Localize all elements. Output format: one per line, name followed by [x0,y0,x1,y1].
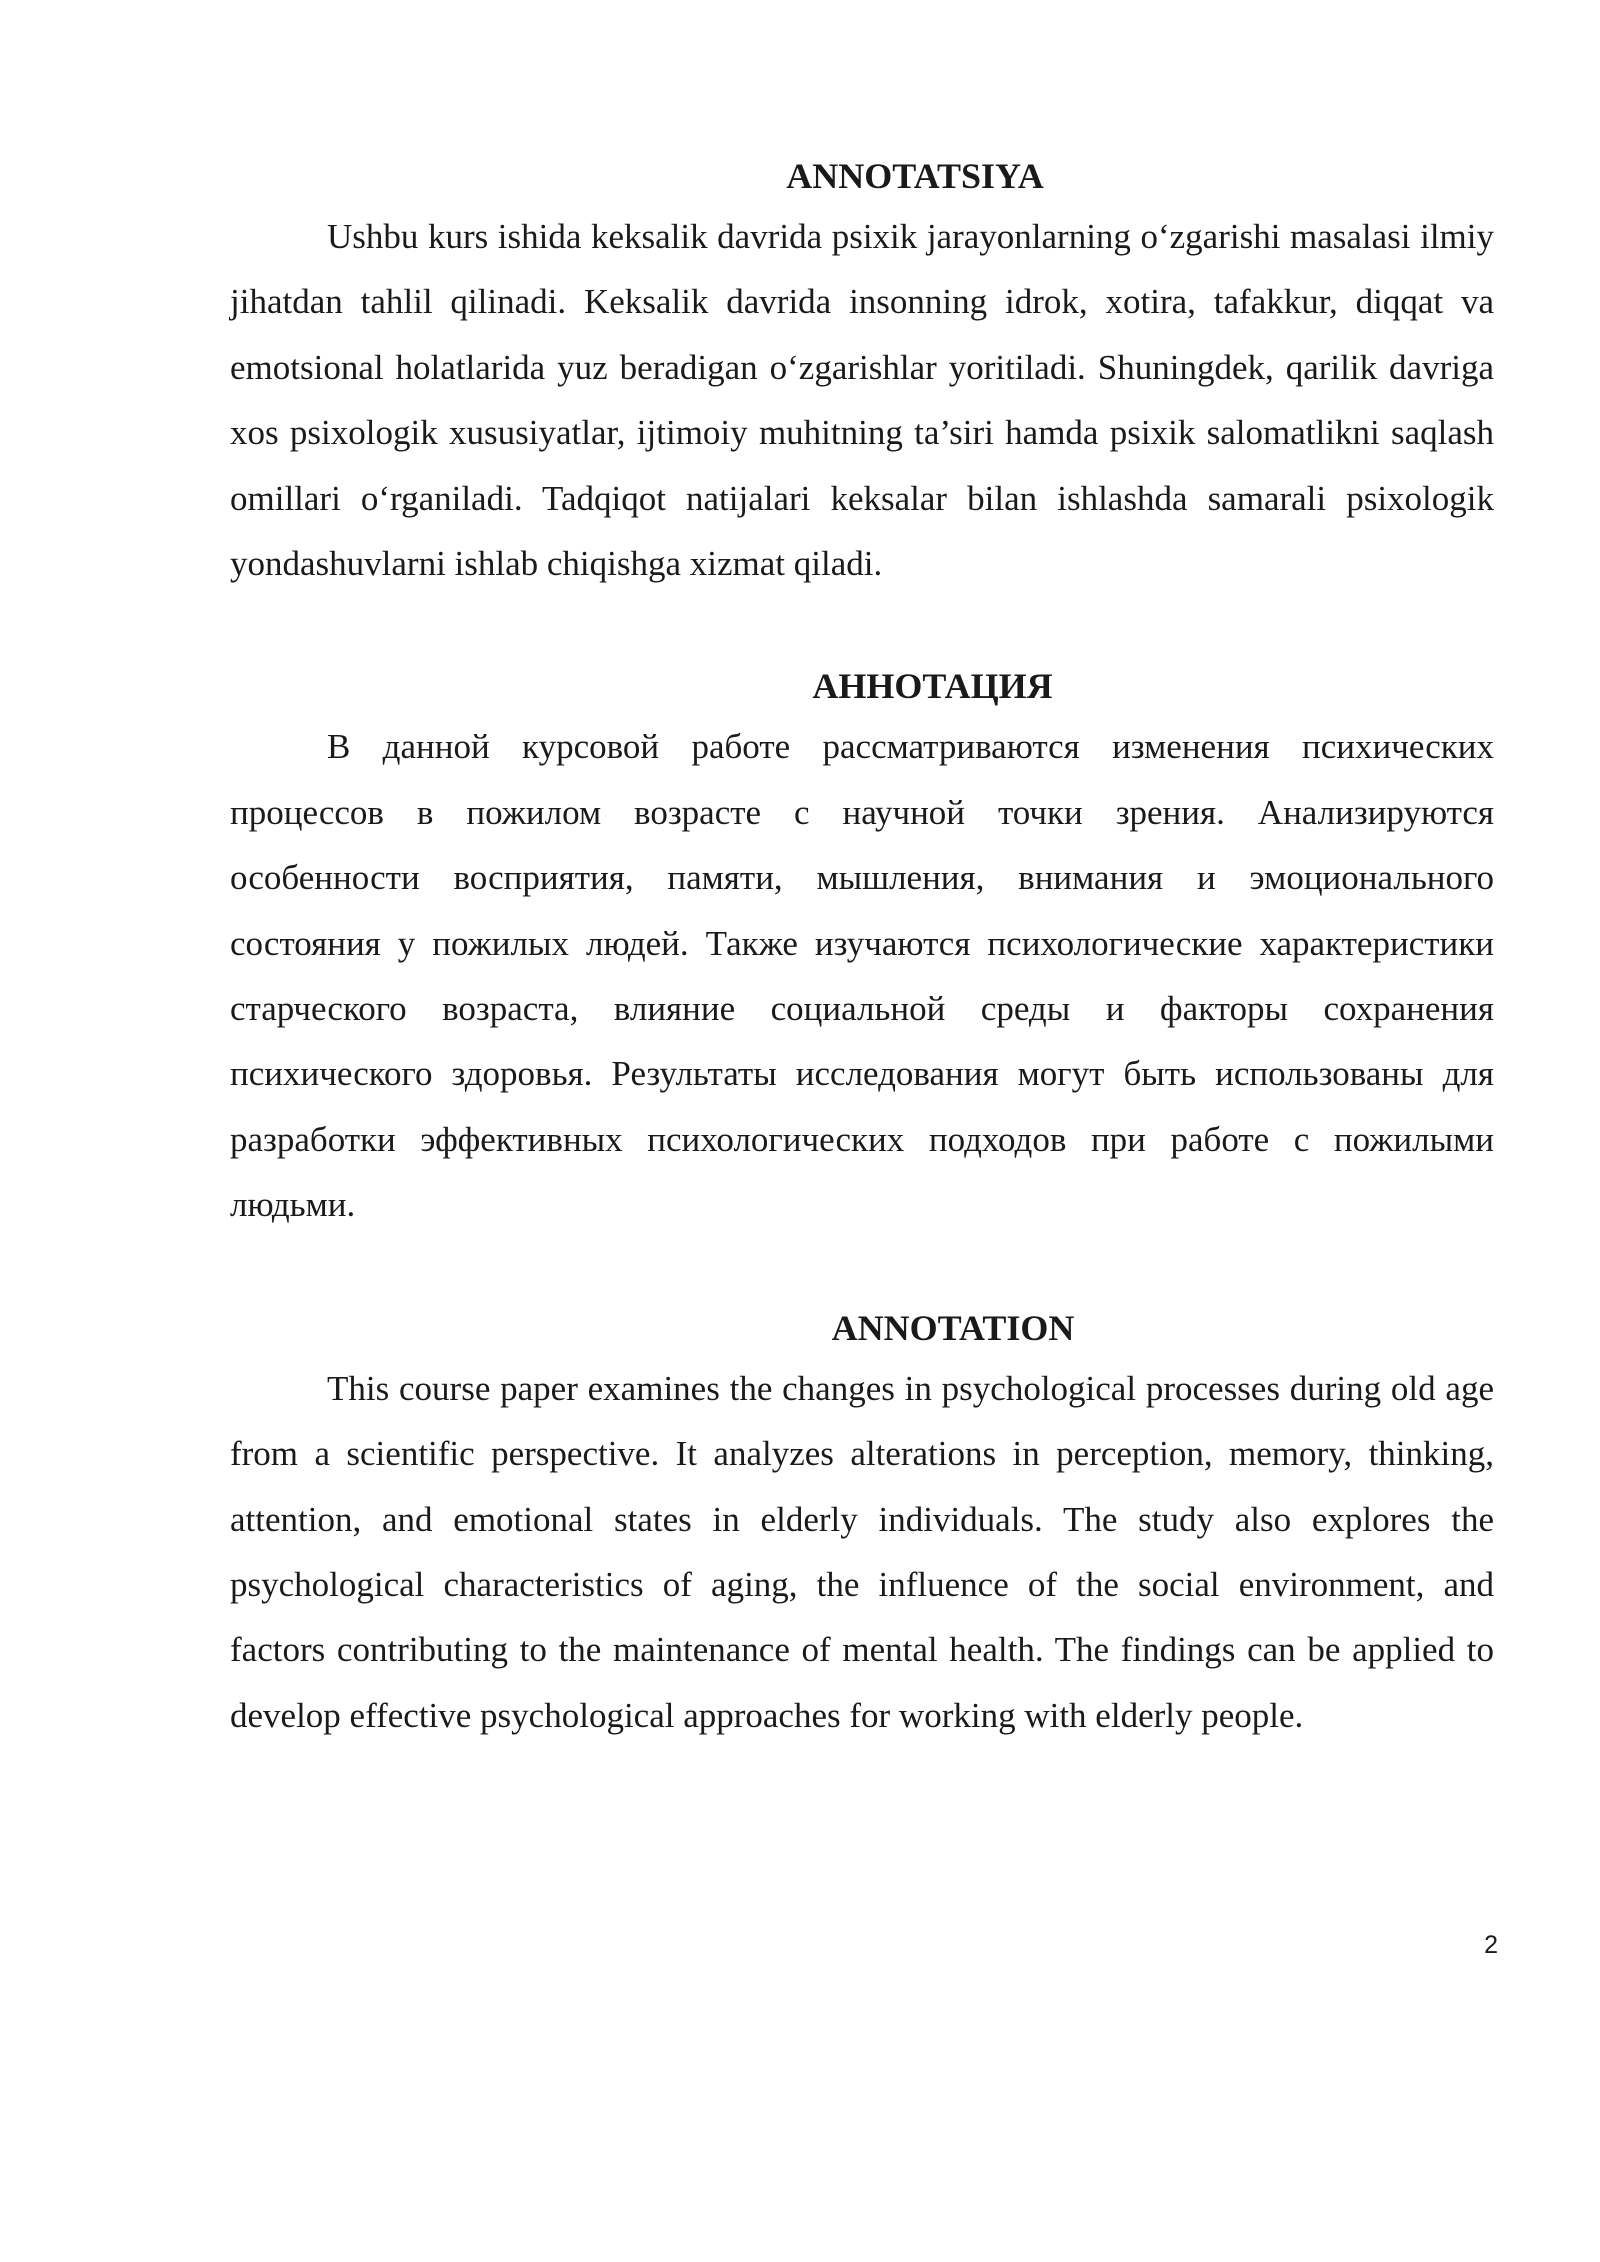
section-text-russian: В данной курсовой работе рассматриваются изменения психических процессов в пожилом возрасте с научной точки зрения. Анализируются особенности восприятия, памяти, мышления, внимания и эмоционального состояния у пожилых людей. Также изучаются психологические характеристики старческого возраста, влияние социальной среды и факторы сохранения психического здоровья. Результаты исследования могут быть использованы для разработки эффективных психологических подходов при работе с пожилыми людьми. [230,727,1494,1225]
section-text-english: This course paper examines the changes in psychological processes during old age from a scientific perspective. It analyzes alterations in perception, memory, thinking, attention, and emotional states in elderly individuals. The study also explores the psychological characteristics of aging, the influence of the social environment, and factors contributing to the maintenance of mental health. The findings can be applied to develop effective psychological approaches for working with elderly people. [230,1368,1494,1735]
page-content [230,148,1494,1748]
section-title-russian: АННОТАЦИЯ [812,666,1053,707]
section-gap [230,596,1494,658]
section-title-english: ANNOTATION [831,1307,1075,1348]
section-gap [230,1238,1494,1300]
section-title-uzbek: ANNOTATSIYA [786,156,1044,196]
annotation-russian [230,658,1494,1237]
annotation-english [230,1300,1494,1748]
page-number: 2 [1484,1931,1498,1959]
section-text-uzbek: Ushbu kurs ishida keksalik davrida psixik jarayonlarning o‘zgarishi masalasi ilmiy jihatdan tahlil qilinadi. Keksalik davrida insonning idrok, xotira, tafakkur, diqqat va emotsional holatlarida yuz beradigan o‘zgarishlar yoritiladi. Shuningdek, qarilik davriga xos psixologik xususiyatlar, ijtimoiy muhitning ta’siri hamda psixik salomatlikni saqlash omillari o‘rganiladi. Tadqiqot natijalari keksalar bilan ishlashda samarali psixologik yondashuvlarni ishlab chiqishga xizmat qiladi. [230,217,1494,584]
annotation-uzbek [230,148,1494,596]
